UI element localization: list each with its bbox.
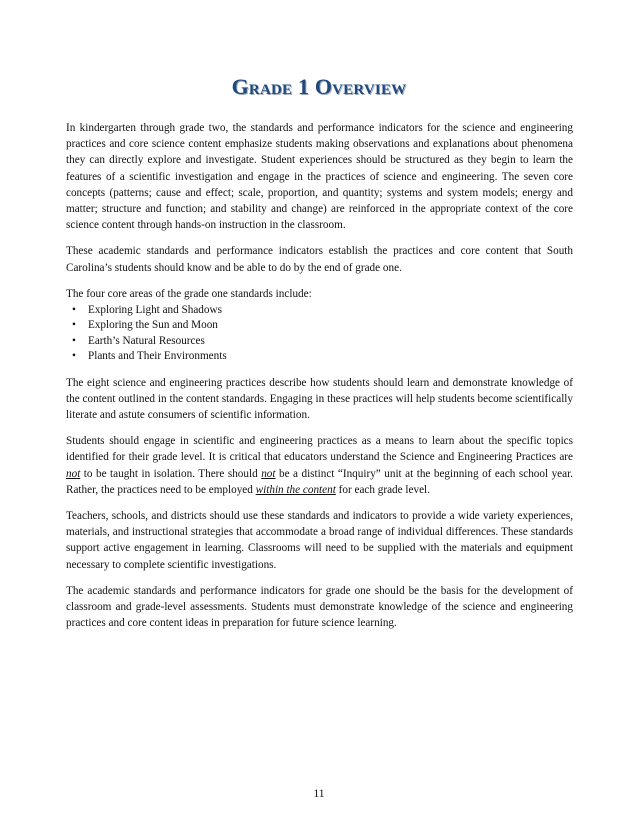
bullet-icon: • xyxy=(72,319,76,332)
list-item: • Plants and Their Environments xyxy=(66,349,573,364)
bullet-icon: • xyxy=(72,304,76,317)
bullet-icon: • xyxy=(72,334,76,347)
body-text xyxy=(66,120,573,642)
page-title: Grade 1 Overview xyxy=(231,74,407,99)
bullet-icon: • xyxy=(72,350,76,363)
paragraph-engage: Students should engage in scientific and engineering practices as a means to learn about the specific topics identified for their grade level. It is critical that educators understand the Science and Engineering Practices are not to be taught in isolation. There should not be a distinct “Inquiry” unit at the beginning of each school year. Rather, the practices need to be employed within the content for each grade level. xyxy=(66,435,574,496)
paragraph-intro: In kindergarten through grade two, the standards and performance indicators for the science and engineering practices and core science content emphasize students making observations and explanations about phenomena they can directly explore and investigate. Student experiences should be structured as they begin to learn the features of a scientific investigation and engage in the practices of science and engineering. The seven core concepts (patterns; cause and effect; scale, proportion, and quantity; systems and system models; energy and matter; structure and function; and stability and change) are reinforced in the appropriate context of the core science content through hands-on instruction in the classroom. xyxy=(66,122,573,232)
page-number: 11 xyxy=(313,788,325,800)
emphasis-not: not xyxy=(66,467,81,480)
list-item: • Exploring the Sun and Moon xyxy=(66,318,573,333)
paragraph-core-areas-intro: The four core areas of the grade one standards include: xyxy=(66,287,312,300)
emphasis-within-content: within the content xyxy=(255,483,336,496)
paragraph-practices: The eight science and engineering practices describe how students should learn and demonstrate knowledge of the content outlined in the content standards. Engaging in these practices will help students become scientifically literate and astute consumers of scientific information. xyxy=(66,376,573,422)
core-areas-list xyxy=(66,303,573,365)
paragraph-teachers: Teachers, schools, and districts should use these standards and indicators to provide a wide variety experiences, materials, and instructional strategies that accommodate a broad range of individual differences. These standards support active engagement in learning. Classrooms will need to be supplied with the materials and equipment necessary to complete scientific investigations. xyxy=(66,510,573,571)
paragraph-standards: These academic standards and performance indicators establish the practices and core content that South Carolina’s students should know and be able to do by the end of grade one. xyxy=(66,245,573,274)
emphasis-not: not xyxy=(261,467,276,480)
list-item: • Earth’s Natural Resources xyxy=(66,334,573,349)
list-item: • Exploring Light and Shadows xyxy=(66,303,573,318)
paragraph-assessments: The academic standards and performance indicators for grade one should be the basis for the development of classroom and grade-level assessments. Students must demonstrate knowledge of the science and engineering practices and core content ideas in preparation for future science learning. xyxy=(66,584,573,630)
